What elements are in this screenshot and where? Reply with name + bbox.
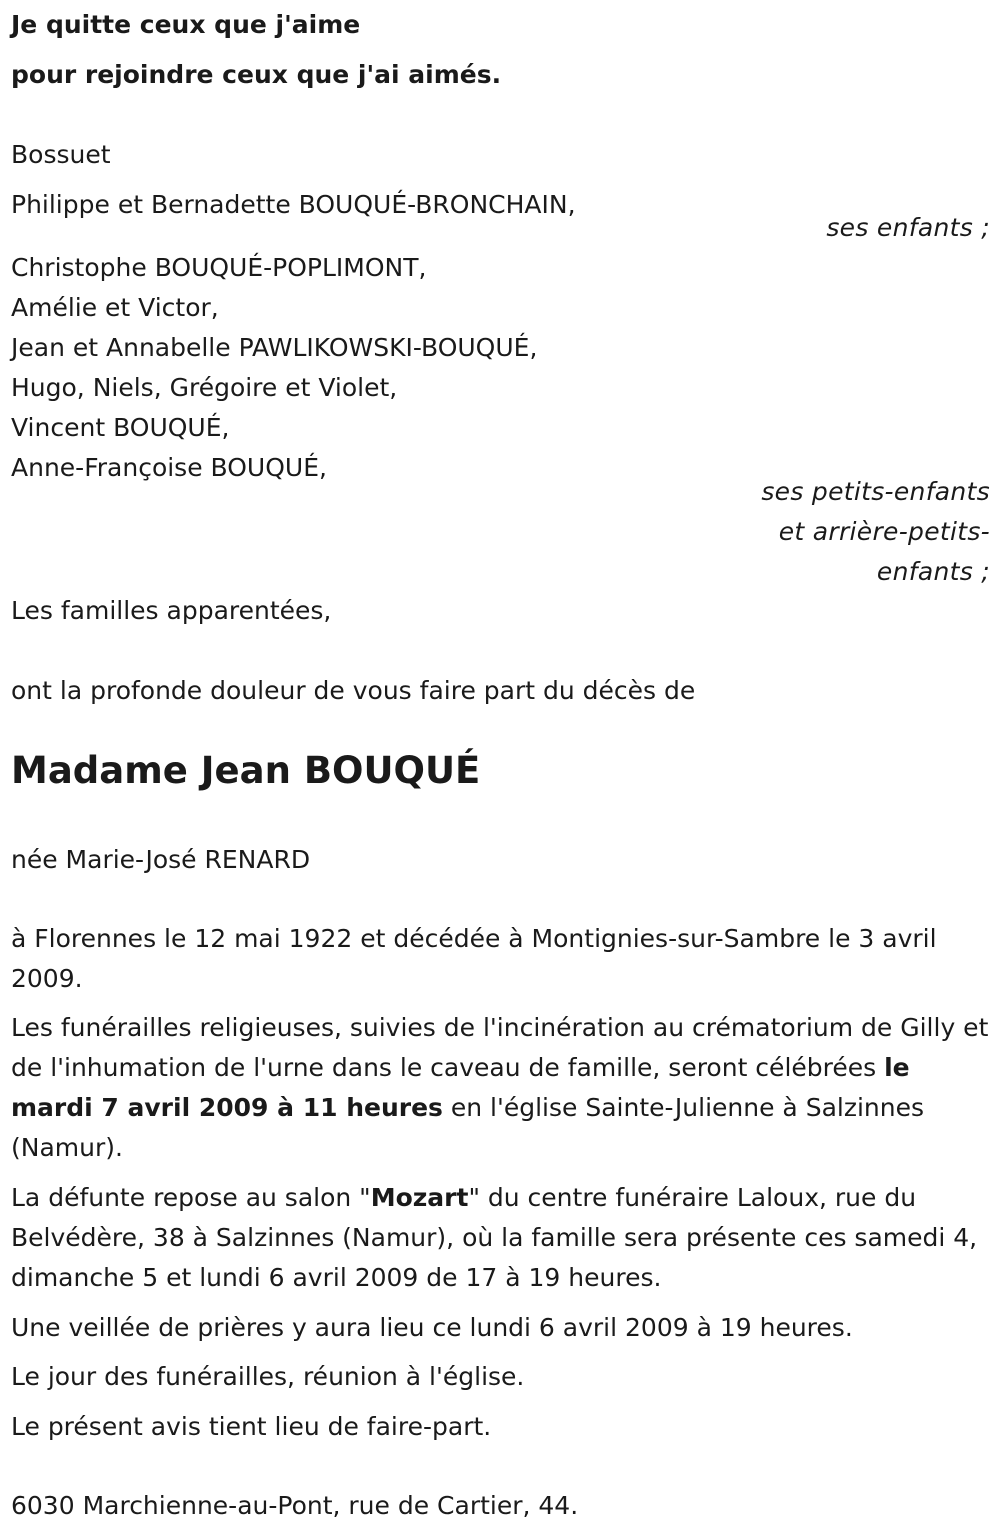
- grandchild-line: Anne-Françoise BOUQUÉ,: [11, 453, 327, 482]
- epigraph-author: Bossuet: [11, 140, 111, 169]
- epigraph-line-1: Je quitte ceux que j'aime: [11, 10, 361, 39]
- repose-details: " du centre funéraire Laloux, rue du Belvédère, 38 à Salzinnes (Namur), où la famille sera présente ces samedi 4, dimanche 5 et lundi 6 avril 2009 de 17 à 19 heures.: [11, 1183, 978, 1292]
- grandchild-line: Hugo, Niels, Grégoire et Violet,: [11, 373, 398, 402]
- deceased-name: Madame Jean BOUQUÉ: [11, 749, 481, 792]
- funeral-date: le mardi 7 avril 2009 à 11 heures: [11, 1053, 910, 1122]
- funeral-text: Les funérailles religieuses, suivies de l'incinération au crématorium de Gilly et de l'inhumation de l'urne dans le caveau de famille, seront célébrées: [11, 1013, 989, 1082]
- grandchildren-role-line: et arrière-petits-: [778, 517, 990, 546]
- epigraph-line-2: pour rejoindre ceux que j'ai aimés.: [11, 60, 502, 89]
- grandchild-line: Jean et Annabelle PAWLIKOWSKI-BOUQUÉ,: [11, 333, 538, 362]
- grandchild-line: Amélie et Victor,: [11, 293, 219, 322]
- salon-name: Mozart: [370, 1183, 469, 1212]
- funeral-location: en l'église Sainte-Julienne à Salzinnes (Namur).: [11, 1093, 925, 1162]
- grandchildren-role-line: ses petits-enfants: [761, 477, 990, 506]
- children-names: Philippe et Bernadette BOUQUÉ-BRONCHAIN,: [11, 190, 576, 219]
- related-families: Les familles apparentées,: [11, 596, 332, 625]
- family-address: 6030 Marchienne-au-Pont, rue de Cartier, 44.: [11, 1491, 579, 1520]
- repose-paragraph: [11, 1178, 989, 1298]
- children-role: ses enfants ;: [826, 213, 990, 242]
- grandchild-line: Vincent BOUQUÉ,: [11, 413, 230, 442]
- vigil-text: Une veillée de prières y aura lieu ce lundi 6 avril 2009 à 19 heures.: [11, 1313, 853, 1342]
- maiden-name: née Marie-José RENARD: [11, 845, 311, 874]
- grandchild-line: Christophe BOUQUÉ-POPLIMONT,: [11, 253, 427, 282]
- birth-death-paragraph: à Florennes le 12 mai 1922 et décédée à Montignies-sur-Sambre le 3 avril 2009.: [11, 924, 937, 993]
- notice-text: Le présent avis tient lieu de faire-part.: [11, 1412, 492, 1441]
- meeting-text: Le jour des funérailles, réunion à l'église.: [11, 1362, 525, 1391]
- announcement: ont la profonde douleur de vous faire part du décès de: [11, 676, 696, 705]
- funeral-paragraph: [11, 1008, 989, 1168]
- grandchildren-role-line: enfants ;: [876, 557, 990, 586]
- repose-text: La défunte repose au salon ": [11, 1183, 371, 1212]
